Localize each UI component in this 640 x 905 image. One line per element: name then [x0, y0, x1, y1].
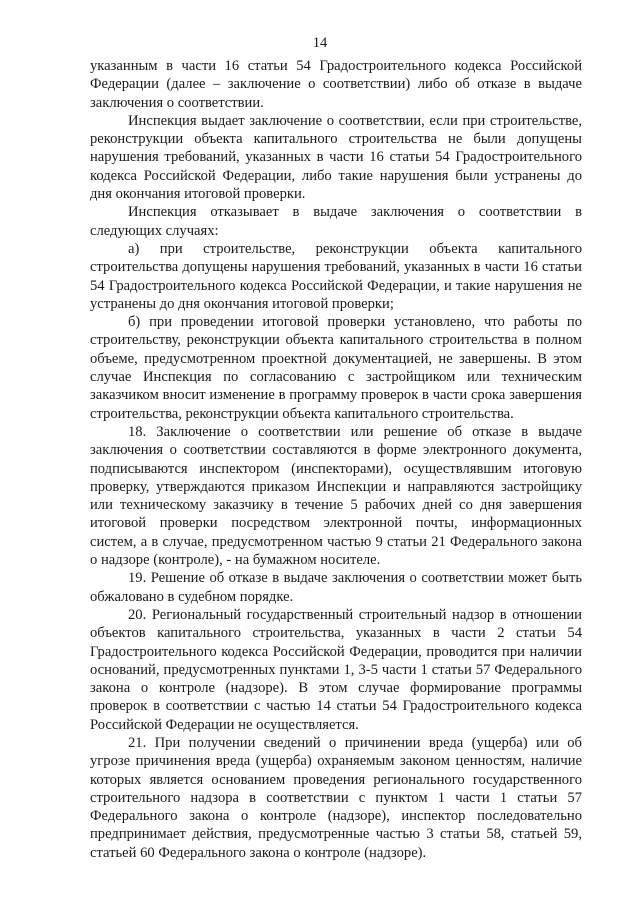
paragraph: указанным в части 16 статьи 54 Градостроительного кодекса Российской Федерации (далее – заключение о соответствии) либо об отказе в выдаче заключения о соответствии. — [90, 58, 582, 111]
list-item-a: а) при строительстве, реконструкции объекта капитального строительства допущены нарушения требований, указанных в части 16 статьи 54 Градостроительного кодекса Российской Федерации, и такие нарушения не устранены до дня окончания итоговой проверки; — [90, 240, 582, 312]
document-body — [90, 57, 582, 862]
clause-21: 21. При получении сведений о причинении вреда (ущерба) или об угрозе причинения вреда (ущерба) охраняемым законом ценностям, наличие которых является основанием проведения регионального государственного строительного надзора в соответствии с пунктом 1 части 1 статьи 57 Федерального закона о контроле (надзоре), инспектор последовательно предпринимает действия, предусмотренные частью 3 статьи 58, статьей 59, статьей 60 Федерального закона о контроле (надзоре). — [90, 734, 582, 861]
page-number: 14 — [312, 35, 328, 51]
clause-20: 20. Региональный государственный строительный надзор в отношении объектов капитального строительства, указанных в части 2 статьи 54 Градостроительного кодекса Российской Федерации, проводится при наличии оснований, предусмотренных пунктами 1, 3-5 части 1 статьи 57 Федерального закона о контроле (надзоре). В этом случае формирование программы проверок в соответствии с частью 14 статьи 54 Градостроительного кодекса Российской Федерации не осуществляется. — [90, 606, 582, 733]
paragraph: Инспекция отказывает в выдаче заключения о соответствии в следующих случаях: — [90, 204, 582, 239]
list-item-b: б) при проведении итоговой проверки установлено, что работы по строительству, реконструкции объекта капитального строительства в полном объеме, предусмотренном проектной документацией, не завершены. В этом случае Инспекция по согласованию с застройщиком или техническим заказчиком вносит изменение в программу проверок в части срока завершения строительства, реконструкции объекта капитального строительства. — [90, 314, 582, 422]
clause-19: 19. Решение об отказе в выдаче заключения о соответствии может быть обжаловано в судебном порядке. — [90, 570, 582, 605]
clause-18: 18. Заключение о соответствии или решение об отказе в выдаче заключения о соответствии составляются в форме электронного документа, подписываются инспектором (инспекторами), осуществлявшим итоговую проверку, утверждаются приказом Инспекции и направляются застройщику или техническому заказчику в течение 5 рабочих дней со дня завершения итоговой проверки посредством электронной почты, информационных систем, а в случае, предусмотренном частью 9 статьи 21 Федерального закона о надзоре (контроле), - на бумажном носителе. — [90, 423, 582, 569]
paragraph: Инспекция выдает заключение о соответствии, если при строительстве, реконструкции объекта капитального строительства не были допущены нарушения требований, указанных в части 16 статьи 54 Градостроительного кодекса Российской Федерации, либо такие нарушения были устранены до дня окончания итоговой проверки. — [90, 112, 582, 203]
